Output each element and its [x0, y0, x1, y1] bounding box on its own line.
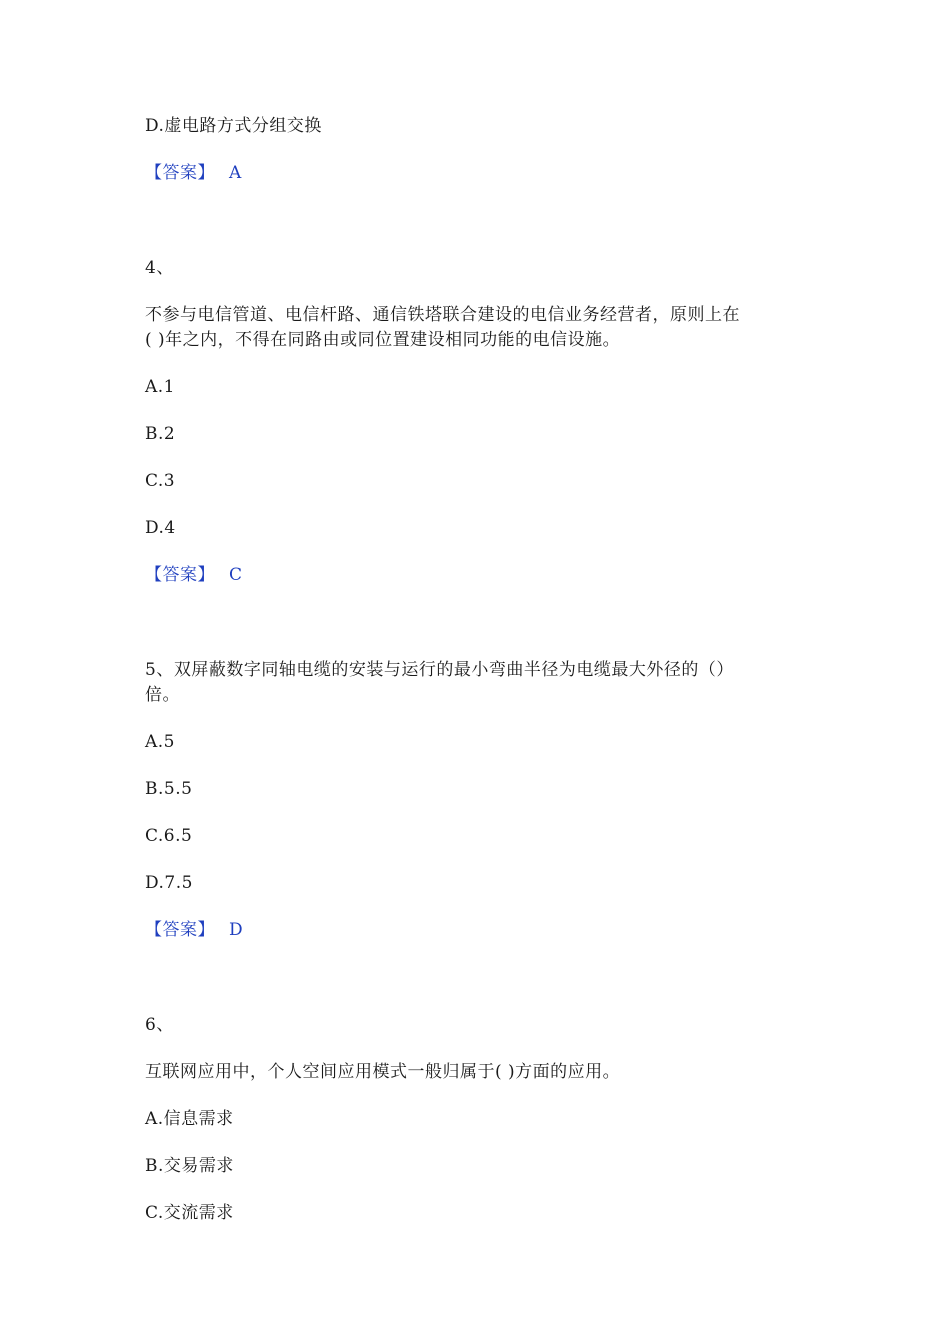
q4-option-c: C.3: [145, 471, 176, 491]
q4-option-b: B.2: [145, 424, 176, 444]
q6-stem-line1: 互联网应用中，个人空间应用模式一般归属于( )方面的应用。: [145, 1062, 621, 1082]
q6-option-c: C.交流需求: [145, 1203, 234, 1223]
q5-option-d: D.7.5: [145, 873, 193, 893]
q4-answer: [145, 563, 243, 587]
q5-stem-line1: 5、双屏蔽数字同轴电缆的安装与运行的最小弯曲半径为电缆最大外径的（）: [145, 660, 734, 680]
q5-option-a: A.5: [145, 732, 175, 752]
q5-option-c: C.6.5: [145, 826, 193, 846]
q6-option-a: A.信息需求: [145, 1109, 234, 1129]
q6-option-b: B.交易需求: [145, 1156, 234, 1176]
q5-option-b: B.5.5: [145, 779, 193, 799]
q3-answer-label: 【答案】: [145, 163, 215, 183]
q5-stem-line2: 倍。: [145, 685, 180, 705]
q3-option-d: D.虚电路方式分组交换: [145, 116, 322, 136]
q6-number: 6、: [145, 1015, 174, 1035]
q4-stem-line2: ( )年之内，不得在同路由或同位置建设相同功能的电信设施。: [145, 330, 621, 350]
q5-answer-label: 【答案】: [145, 920, 215, 940]
q5-answer: [145, 918, 243, 942]
q3-answer-value: A: [229, 163, 242, 183]
q4-number: 4、: [145, 258, 174, 278]
q3-answer: [145, 161, 242, 185]
q4-stem-line1: 不参与电信管道、电信杆路、通信铁塔联合建设的电信业务经营者，原则上在: [145, 305, 740, 325]
q4-option-d: D.4: [145, 518, 176, 538]
q5-answer-value: D: [229, 920, 244, 940]
q4-answer-value: C: [229, 565, 243, 585]
q4-answer-label: 【答案】: [145, 565, 215, 585]
q4-option-a: A.1: [145, 377, 175, 397]
